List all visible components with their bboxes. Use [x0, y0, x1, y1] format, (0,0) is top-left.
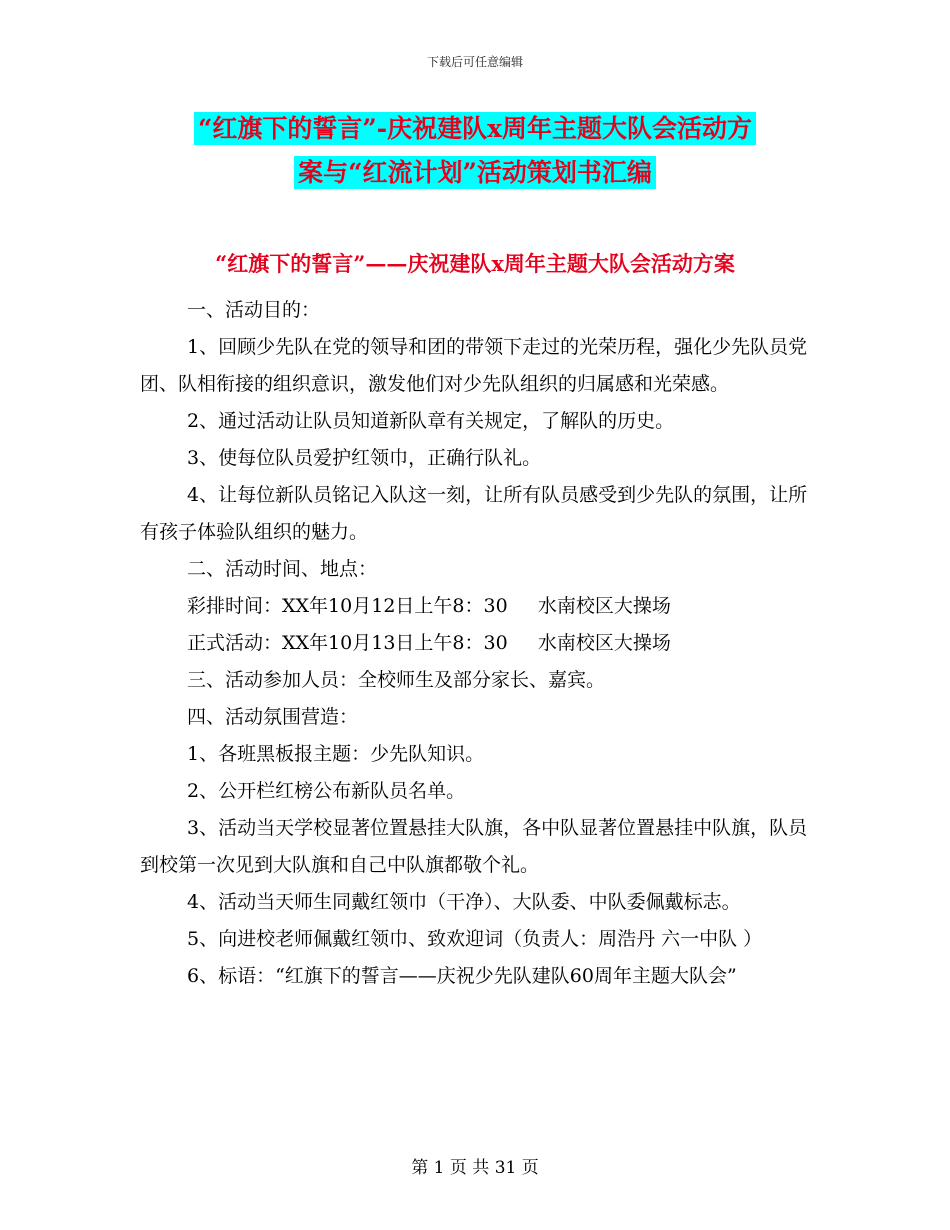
- paragraph-atmosphere-5: 5、向进校老师佩戴红领巾、致欢迎词（负责人：周浩丹 六一中队 ）: [187, 928, 763, 950]
- page-footer: 第 1 页 共 31 页: [411, 1158, 539, 1178]
- paragraph-time-heading: 二、活动时间、地点：: [187, 558, 378, 580]
- paragraph-purpose-heading: 一、活动目的：: [187, 299, 321, 321]
- title-highlight-2: 案与“红流计划”活动策划书汇编: [294, 156, 656, 189]
- paragraph-atmosphere-3: 3、活动当天学校显著位置悬挂大队旗，各中队显著位置悬挂中队旗，队员到校第一次见到大队旗和自己中队旗都敬个礼。: [140, 817, 808, 876]
- paragraph-atmosphere-2: 2、公开栏红榜公布新队员名单。: [187, 780, 466, 802]
- title-highlight-1: “红旗下的誓言”-庆祝建队x周年主题大队会活动方: [194, 112, 756, 145]
- paragraph-purpose-3: 3、使每位队员爱护红领巾，正确行队礼。: [187, 447, 542, 469]
- document-title-line-2: [0, 154, 950, 192]
- paragraph-slogan: 6、标语：“红旗下的誓言——庆祝少先队建队60周年主题大队会”: [187, 965, 737, 987]
- paragraph-atmosphere-1: 1、各班黑板报主题：少先队知识。: [187, 743, 485, 765]
- paragraph-formal-time: 正式活动：XX年10月13日上午8：30 水南校区大操场: [187, 632, 671, 654]
- paragraph-atmosphere-4: 4、活动当天师生同戴红领巾（干净）、大队委、中队委佩戴标志。: [187, 891, 741, 913]
- paragraph-participants: 三、活动参加人员：全校师生及部分家长、嘉宾。: [187, 669, 606, 691]
- header-note: 下载后可任意编辑: [426, 55, 523, 69]
- section-subtitle: “红旗下的誓言”——庆祝建队x周年主题大队会活动方案: [215, 251, 735, 276]
- paragraph-atmosphere-heading: 四、活动氛围营造：: [187, 706, 359, 728]
- paragraph-purpose-1: 1、回顾少先队在党的领导和团的带领下走过的光荣历程，强化少先队员党团、队相衔接的组织意识，激发他们对少先队组织的归属感和光荣感。: [140, 336, 808, 395]
- document-title-line-1: [0, 110, 950, 148]
- paragraph-purpose-2: 2、通过活动让队员知道新队章有关规定，了解队的历史。: [187, 410, 675, 432]
- document-body: [140, 292, 810, 995]
- paragraph-purpose-4: 4、让每位新队员铭记入队这一刻，让所有队员感受到少先队的氛围，让所有孩子体验队组织的魅力。: [140, 484, 808, 543]
- paragraph-rehearsal-time: 彩排时间：XX年10月12日上午8：30 水南校区大操场: [187, 595, 671, 617]
